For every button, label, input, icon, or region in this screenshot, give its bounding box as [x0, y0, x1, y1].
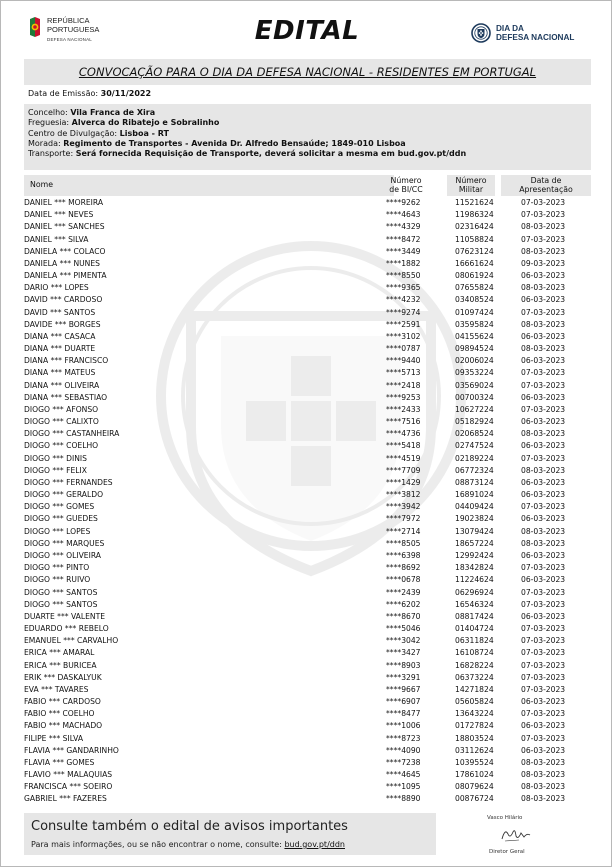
row-bi: ****5418 [386, 441, 421, 451]
row-numero-militar: 03408524 [455, 295, 494, 305]
table-row [24, 684, 591, 696]
row-nome: DIOGO *** SANTOS [24, 587, 98, 597]
table-row [24, 720, 591, 732]
row-data: 08-03-2023 [521, 465, 566, 475]
row-bi: ****2714 [386, 526, 421, 536]
row-data: 08-03-2023 [521, 538, 566, 548]
row-numero-militar: 05605824 [455, 697, 494, 707]
row-data: 07-03-2023 [521, 709, 566, 719]
table-row [24, 234, 591, 246]
table-row [24, 538, 591, 550]
row-numero-militar: 02316424 [455, 222, 494, 232]
row-nome: FLAVIO *** MALAQUIAS [24, 770, 113, 780]
row-nome: FILIPE *** SILVA [24, 733, 84, 743]
row-numero-militar: 07623124 [455, 246, 494, 256]
row-numero-militar: 07655824 [455, 283, 494, 293]
row-data: 08-03-2023 [521, 526, 566, 536]
row-data: 07-03-2023 [521, 672, 566, 682]
row-nome: DIANA *** DUARTE [24, 344, 96, 354]
table-row [24, 282, 591, 294]
row-numero-militar: 00876724 [455, 794, 494, 804]
row-numero-militar: 16828224 [455, 660, 494, 670]
row-numero-militar: 02068524 [455, 429, 494, 439]
table-row [24, 513, 591, 525]
row-nome: DIOGO *** FERNANDES [24, 477, 113, 487]
row-nome: ERICA *** BURICEA [24, 660, 97, 670]
column-header-bi: Número de BI/CC [389, 176, 423, 194]
row-bi: ****7516 [386, 417, 421, 427]
emissao-label: Data de Emissão: [28, 89, 99, 98]
row-bi: ****0787 [386, 344, 421, 354]
table-row [24, 392, 591, 404]
row-data: 07-03-2023 [521, 587, 566, 597]
table-row [24, 246, 591, 258]
row-nome: DANIELA *** PIMENTA [24, 271, 107, 281]
row-numero-militar: 13079424 [455, 526, 494, 536]
data-emissao [24, 85, 591, 103]
info-freguesia: Freguesia: Alverca do Ribatejo e Sobralinho [28, 118, 220, 128]
row-data: 06-03-2023 [521, 697, 566, 707]
row-nome: DARIO *** LOPES [24, 283, 89, 293]
row-bi: ****3942 [386, 502, 421, 512]
row-numero-militar: 11986324 [455, 210, 494, 220]
row-bi: ****7709 [386, 465, 421, 475]
row-bi: ****8723 [386, 733, 421, 743]
row-bi: ****4519 [386, 453, 421, 463]
row-nome: DIANA *** CASACA [24, 331, 96, 341]
logo-sub: DEFESA NACIONAL [47, 37, 93, 42]
row-nome: ERICA *** AMARAL [24, 648, 95, 658]
row-data: 06-03-2023 [521, 295, 566, 305]
row-data: 07-03-2023 [521, 453, 566, 463]
row-bi: ****4736 [386, 429, 421, 439]
convocacao-heading: CONVOCAÇÃO PARA O DIA DA DEFESA NACIONAL - RESIDENTES EM PORTUGAL [24, 59, 591, 85]
logo-line-2: PORTUGUESA [47, 24, 100, 34]
row-nome: DIOGO *** OLIVEIRA [24, 550, 101, 560]
row-bi: ****1429 [386, 477, 421, 487]
table-row [24, 623, 591, 635]
row-numero-militar: 01727824 [455, 721, 494, 731]
row-bi: ****9262 [386, 198, 421, 207]
row-data: 07-03-2023 [521, 307, 566, 317]
row-bi: ****9253 [386, 392, 421, 402]
row-data: 07-03-2023 [521, 368, 566, 378]
row-bi: ****4643 [386, 210, 421, 220]
page-title: EDITAL [254, 16, 360, 46]
row-numero-militar: 09894524 [455, 344, 494, 354]
row-numero-militar: 18657224 [455, 538, 494, 548]
row-nome: FABIO *** MACHADO [24, 721, 103, 731]
row-data: 08-03-2023 [521, 429, 566, 439]
row-numero-militar: 08817424 [455, 611, 494, 621]
row-nome: GABRIEL *** FAZERES [24, 794, 107, 804]
row-numero-militar: 10627224 [455, 404, 494, 414]
row-nome: DIOGO *** SANTOS [24, 599, 98, 609]
row-bi: ****1882 [386, 258, 421, 268]
table-row [24, 221, 591, 233]
row-nome: DIOGO *** CALIXTO [24, 417, 99, 427]
row-nome: DIOGO *** FELIX [24, 465, 87, 475]
row-bi: ****3427 [386, 648, 421, 658]
row-bi: ****8903 [386, 660, 421, 670]
row-nome: DAVIDE *** BORGES [24, 319, 101, 329]
table-row [24, 380, 591, 392]
info-panel [24, 104, 591, 170]
row-data: 08-03-2023 [521, 794, 566, 804]
row-nome: DIOGO *** MARQUES [24, 538, 105, 548]
row-data: 08-03-2023 [521, 770, 566, 780]
row-numero-militar: 04409424 [455, 502, 494, 512]
row-numero-militar: 16661624 [455, 258, 494, 268]
row-numero-militar: 02006024 [455, 356, 494, 366]
row-data: 06-03-2023 [521, 356, 566, 366]
row-data: 07-03-2023 [521, 599, 566, 609]
row-data: 07-03-2023 [521, 636, 566, 646]
row-bi: ****8692 [386, 563, 421, 573]
row-numero-militar: 19023824 [455, 514, 494, 524]
row-data: 07-03-2023 [521, 210, 566, 220]
row-numero-militar: 01404724 [455, 624, 494, 634]
row-numero-militar: 06373224 [455, 672, 494, 682]
row-numero-militar: 14271824 [455, 684, 494, 694]
row-bi: ****1006 [386, 721, 421, 731]
row-numero-militar: 10395524 [455, 757, 494, 767]
ddn-link[interactable]: bud.gov.pt/ddn [284, 840, 345, 849]
row-nome: DIOGO *** RUIVO [24, 575, 91, 585]
row-bi: ****0678 [386, 575, 421, 585]
row-numero-militar: 16108724 [455, 648, 494, 658]
row-nome: DANIELA *** COLACO [24, 246, 106, 256]
row-nome: DIANA *** SEBASTIAO [24, 392, 108, 402]
row-bi: ****3449 [386, 246, 421, 256]
row-bi: ****6398 [386, 550, 421, 560]
table-row [24, 477, 591, 489]
row-data: 06-03-2023 [521, 514, 566, 524]
row-bi: ****3291 [386, 672, 421, 682]
row-numero-militar: 06772324 [455, 465, 494, 475]
row-nome: DANIELA *** NUNES [24, 258, 100, 268]
row-data: 06-03-2023 [521, 392, 566, 402]
row-nome: EVA *** TAVARES [24, 684, 89, 694]
row-nome: DIANA *** OLIVEIRA [24, 380, 100, 390]
row-nome: FABIO *** COELHO [24, 709, 95, 719]
row-nome: DIOGO *** GUEDES [24, 514, 98, 524]
row-bi: ****2433 [386, 404, 421, 414]
row-bi: ****5046 [386, 624, 421, 634]
table-row [24, 331, 591, 343]
row-bi: ****3102 [386, 331, 421, 341]
row-nome: DIANA *** FRANCISCO [24, 356, 109, 366]
row-bi: ****3812 [386, 490, 421, 500]
ddn-line-2: DEFESA NACIONAL [496, 33, 575, 42]
row-bi: ****1095 [386, 782, 421, 792]
info-centro: Centro de Divulgação: Lisboa - RT [28, 128, 170, 138]
row-nome: DIOGO *** GERALDO [24, 490, 104, 500]
table-row [24, 745, 591, 757]
table-row [24, 757, 591, 769]
row-bi: ****9365 [386, 283, 421, 293]
footer-panel [24, 813, 436, 855]
table-row [24, 258, 591, 270]
row-numero-militar: 08873124 [455, 477, 494, 487]
row-bi: ****2591 [386, 319, 421, 329]
table-row [24, 270, 591, 282]
row-data: 07-03-2023 [521, 198, 566, 207]
row-nome: DANIEL *** NEVES [24, 210, 94, 220]
table-row [24, 733, 591, 745]
row-nome: DIOGO *** LOPES [24, 526, 91, 536]
table-row [24, 343, 591, 355]
row-nome: DANIEL *** SILVA [24, 234, 89, 244]
row-nome: FABIO *** CARDOSO [24, 697, 101, 707]
table-row [24, 635, 591, 647]
row-data: 06-03-2023 [521, 490, 566, 500]
row-numero-militar: 09353224 [455, 368, 494, 378]
row-data: 06-03-2023 [521, 477, 566, 487]
row-data: 07-03-2023 [521, 648, 566, 658]
column-header-nome: Nome [24, 175, 394, 196]
row-data: 06-03-2023 [521, 550, 566, 560]
row-bi: ****9667 [386, 684, 421, 694]
column-header-numero-militar: Número Militar [447, 175, 495, 196]
row-bi: ****8472 [386, 234, 421, 244]
row-bi: ****6202 [386, 599, 421, 609]
row-nome: DIOGO *** COELHO [24, 441, 99, 451]
row-bi: ****8550 [386, 271, 421, 281]
table-row [24, 781, 591, 793]
row-numero-militar: 01097424 [455, 307, 494, 317]
row-bi: ****4645 [386, 770, 421, 780]
table-row [24, 611, 591, 623]
row-bi: ****9274 [386, 307, 421, 317]
row-numero-militar: 12992424 [455, 550, 494, 560]
row-bi: ****2439 [386, 587, 421, 597]
footer-main-text: Consulte também o edital de avisos importantes [31, 819, 348, 834]
row-data: 06-03-2023 [521, 417, 566, 427]
handwritten-signature-icon [499, 824, 533, 844]
row-nome: DIANA *** MATEUS [24, 368, 96, 378]
row-bi: ****7238 [386, 757, 421, 767]
row-bi: ****8890 [386, 794, 421, 804]
row-numero-militar: 00700324 [455, 392, 494, 402]
row-nome: FLAVIA *** GANDARINHO [24, 745, 119, 755]
table-row [24, 428, 591, 440]
row-data: 07-03-2023 [521, 502, 566, 512]
table-row [24, 294, 591, 306]
row-numero-militar: 16546324 [455, 599, 494, 609]
row-numero-militar: 08079624 [455, 782, 494, 792]
row-numero-militar: 06311824 [455, 636, 494, 646]
row-data: 08-03-2023 [521, 344, 566, 354]
row-bi: ****6907 [386, 697, 421, 707]
row-data: 08-03-2023 [521, 782, 566, 792]
row-nome: DAVID *** SANTOS [24, 307, 96, 317]
table-row [24, 526, 591, 538]
row-bi: ****2418 [386, 380, 421, 390]
row-nome: DIOGO *** CASTANHEIRA [24, 429, 120, 439]
table-row [24, 599, 591, 611]
row-data: 09-03-2023 [521, 258, 566, 268]
row-nome: DUARTE *** VALENTE [24, 611, 106, 621]
row-data: 06-03-2023 [521, 271, 566, 281]
row-data: 06-03-2023 [521, 441, 566, 451]
row-bi: ****4090 [386, 745, 421, 755]
table-row [24, 416, 591, 428]
row-nome: EMANUEL *** CARVALHO [24, 636, 119, 646]
header [1, 1, 612, 57]
row-bi: ****5713 [386, 368, 421, 378]
table-row [24, 696, 591, 708]
row-numero-militar: 03112624 [455, 745, 494, 755]
ddn-shield-icon [471, 23, 491, 43]
row-data: 06-03-2023 [521, 745, 566, 755]
convocados-table [24, 197, 591, 806]
row-bi: ****4232 [386, 295, 421, 305]
row-data: 08-03-2023 [521, 246, 566, 256]
row-numero-militar: 13643224 [455, 709, 494, 719]
table-row [24, 489, 591, 501]
row-data: 08-03-2023 [521, 757, 566, 767]
table-row [24, 367, 591, 379]
row-numero-militar: 03569024 [455, 380, 494, 390]
row-numero-militar: 11224624 [455, 575, 494, 585]
row-numero-militar: 08061924 [455, 271, 494, 281]
table-row [24, 574, 591, 586]
row-nome: DIOGO *** PINTO [24, 563, 90, 573]
row-numero-militar: 06296924 [455, 587, 494, 597]
row-nome: DANIEL *** SANCHES [24, 222, 105, 232]
signatory-name: Vasco Hilário [487, 815, 523, 821]
table-row [24, 562, 591, 574]
info-morada: Morada: Regimento de Transportes - Avenida Dr. Alfredo Bensaúde; 1849-010 Lisboa [28, 138, 406, 148]
signature-block [487, 815, 567, 857]
row-data: 07-03-2023 [521, 660, 566, 670]
table-row [24, 550, 591, 562]
row-bi: ****7972 [386, 514, 421, 524]
row-nome: DIOGO *** DINIS [24, 453, 87, 463]
footer-sub-text: Para mais informações, ou se não encontrar o nome, consulte: bud.gov.pt/ddn [31, 840, 345, 849]
table-row [24, 440, 591, 452]
row-data: 06-03-2023 [521, 575, 566, 585]
row-numero-militar: 03595824 [455, 319, 494, 329]
column-header-data: Data de Apresentação [501, 175, 591, 196]
table-row [24, 209, 591, 221]
table-row [24, 319, 591, 331]
row-bi: ****4329 [386, 222, 421, 232]
row-data: 06-03-2023 [521, 611, 566, 621]
row-data: 06-03-2023 [521, 331, 566, 341]
row-data: 07-03-2023 [521, 234, 566, 244]
table-row [24, 453, 591, 465]
row-nome: DAVID *** CARDOSO [24, 295, 103, 305]
table-row [24, 587, 591, 599]
ddn-line-1: DIA DA [496, 24, 524, 33]
dia-defesa-nacional-logo [471, 23, 574, 43]
row-numero-militar: 11521624 [455, 198, 494, 207]
table-row [24, 404, 591, 416]
row-numero-militar: 05182924 [455, 417, 494, 427]
row-numero-militar: 16891024 [455, 490, 494, 500]
row-data: 07-03-2023 [521, 380, 566, 390]
logo-line-1: REPÚBLICA [47, 16, 90, 25]
row-nome: FRANCISCA *** SOEIRO [24, 782, 113, 792]
row-bi: ****3042 [386, 636, 421, 646]
row-data: 07-03-2023 [521, 684, 566, 694]
row-data: 08-03-2023 [521, 319, 566, 329]
row-nome: DIOGO *** GOMES [24, 502, 95, 512]
row-nome: DANIEL *** MOREIRA [24, 198, 104, 207]
row-numero-militar: 04155624 [455, 331, 494, 341]
table-row [24, 793, 591, 805]
row-numero-militar: 11058824 [455, 234, 494, 244]
row-bi: ****8670 [386, 611, 421, 621]
row-numero-militar: 18803524 [455, 733, 494, 743]
signatory-role: Diretor Geral [489, 849, 525, 855]
row-nome: ERIK *** DASKALYUK [24, 672, 102, 682]
row-numero-militar: 02189224 [455, 453, 494, 463]
row-data: 08-03-2023 [521, 222, 566, 232]
row-data: 07-03-2023 [521, 563, 566, 573]
row-numero-militar: 18342824 [455, 563, 494, 573]
row-nome: FLAVIA *** GOMES [24, 757, 95, 767]
table-row [24, 647, 591, 659]
row-bi: ****8505 [386, 538, 421, 548]
row-numero-militar: 17861024 [455, 770, 494, 780]
table-row [24, 672, 591, 684]
row-data: 07-03-2023 [521, 624, 566, 634]
row-nome: EDUARDO *** REBELO [24, 624, 109, 634]
row-data: 07-03-2023 [521, 733, 566, 743]
table-row [24, 197, 591, 209]
info-concelho: Concelho: Vila Franca de Xira [28, 108, 156, 117]
row-data: 07-03-2023 [521, 404, 566, 414]
row-bi: ****9440 [386, 356, 421, 366]
table-row [24, 660, 591, 672]
row-bi: ****8477 [386, 709, 421, 719]
row-data: 08-03-2023 [521, 283, 566, 293]
table-row [24, 465, 591, 477]
row-numero-militar: 02747524 [455, 441, 494, 451]
row-data: 06-03-2023 [521, 721, 566, 731]
table-row [24, 355, 591, 367]
table-row [24, 769, 591, 781]
emissao-value: 30/11/2022 [100, 89, 152, 98]
table-row [24, 307, 591, 319]
table-row [24, 501, 591, 513]
table-row [24, 708, 591, 720]
row-nome: DIOGO *** AFONSO [24, 404, 99, 414]
info-transporte: Transporte: Será fornecida Requisição de Transporte, deverá solicitar a mesma em bud.gov.pt/ddn [28, 149, 467, 159]
